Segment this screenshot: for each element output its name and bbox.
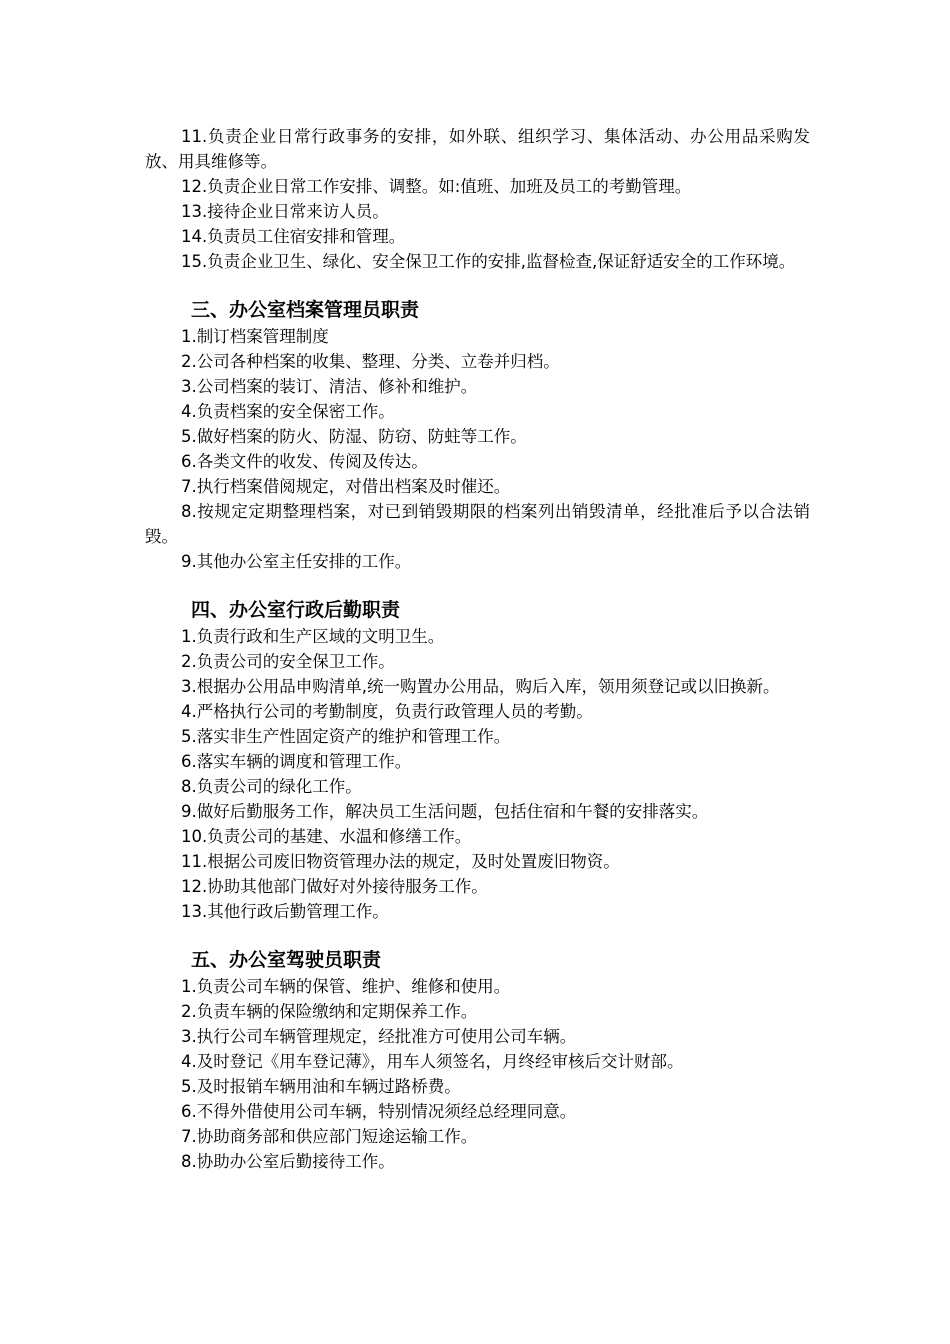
list-item: 3.公司档案的装订、清洁、修补和维护。 (181, 377, 478, 396)
list-item: 12.协助其他部门做好对外接待服务工作。 (181, 877, 488, 896)
list-item: 14.负责员工住宿安排和管理。 (181, 227, 406, 246)
list-item: 1.负责公司车辆的保管、维护、维修和使用。 (181, 977, 511, 996)
list-item: 5.落实非生产性固定资产的维护和管理工作。 (181, 727, 511, 746)
list-item: 7.执行档案借阅规定，对借出档案及时催还。 (181, 477, 511, 496)
section-heading: 四、办公室行政后勤职责 (191, 599, 401, 621)
list-item: 10.负责公司的基建、水温和修缮工作。 (181, 827, 472, 846)
list-item: 5.做好档案的防火、防湿、防窃、防蛀等工作。 (181, 427, 527, 446)
list-item: 1.负责行政和生产区域的文明卫生。 (181, 627, 445, 646)
list-item: 4.负责档案的安全保密工作。 (181, 402, 395, 421)
list-item: 8.协助办公室后勤接待工作。 (181, 1152, 395, 1171)
list-item: 9.其他办公室主任安排的工作。 (181, 552, 412, 571)
list-item: 8.负责公司的绿化工作。 (181, 777, 362, 796)
list-item: 2.负责公司的安全保卫工作。 (181, 652, 395, 671)
list-item: 11.根据公司废旧物资管理办法的规定，及时处置废旧物资。 (181, 852, 620, 871)
list-item: 1.制订档案管理制度 (181, 327, 329, 346)
list-item: 3.根据办公用品申购清单,统一购置办公用品，购后入库，领用须登记或以旧换新。 (181, 677, 780, 696)
list-item: 13.其他行政后勤管理工作。 (181, 902, 389, 921)
list-item: 7.协助商务部和供应部门短途运输工作。 (181, 1127, 478, 1146)
list-item: 6.各类文件的收发、传阅及传达。 (181, 452, 428, 471)
section-heading: 五、办公室驾驶员职责 (191, 949, 382, 971)
list-item: 2.负责车辆的保险缴纳和定期保养工作。 (181, 1002, 478, 1021)
section-heading: 三、办公室档案管理员职责 (191, 299, 420, 321)
list-item: 4.及时登记《用车登记薄》，用车人须签名，月终经审核后交计财部。 (181, 1052, 684, 1071)
list-item: 2.公司各种档案的收集、整理、分类、立卷并归档。 (181, 352, 560, 371)
list-item: 11.负责企业日常行政事务的安排，如外联、组织学习、集体活动、办公用品采购发放、用具维修等。 (145, 127, 810, 171)
list-item: 5.及时报销车辆用油和车辆过路桥费。 (181, 1077, 461, 1096)
list-item: 6.落实车辆的调度和管理工作。 (181, 752, 412, 771)
list-item: 4.严格执行公司的考勤制度，负责行政管理人员的考勤。 (181, 702, 593, 721)
list-item: 3.执行公司车辆管理规定，经批准方可使用公司车辆。 (181, 1027, 577, 1046)
intro-list (145, 124, 810, 274)
list-item: 9.做好后勤服务工作，解决员工生活问题，包括住宿和午餐的安排落实。 (181, 802, 709, 821)
section-admin-logistics (145, 597, 810, 924)
list-item: 15.负责企业卫生、绿化、安全保卫工作的安排,监督检查,保证舒适安全的工作环境。 (181, 252, 796, 271)
section-driver (145, 947, 810, 1174)
list-item: 13.接待企业日常来访人员。 (181, 202, 389, 221)
list-item: 6.不得外借使用公司车辆，特别情况须经总经理同意。 (181, 1102, 577, 1121)
document-body (145, 124, 810, 1174)
section-archive-clerk (145, 297, 810, 574)
list-item: 8.按规定定期整理档案，对已到销毁期限的档案列出销毁清单，经批准后予以合法销毁。 (145, 502, 810, 546)
list-item: 12.负责企业日常工作安排、调整。如:值班、加班及员工的考勤管理。 (181, 177, 692, 196)
